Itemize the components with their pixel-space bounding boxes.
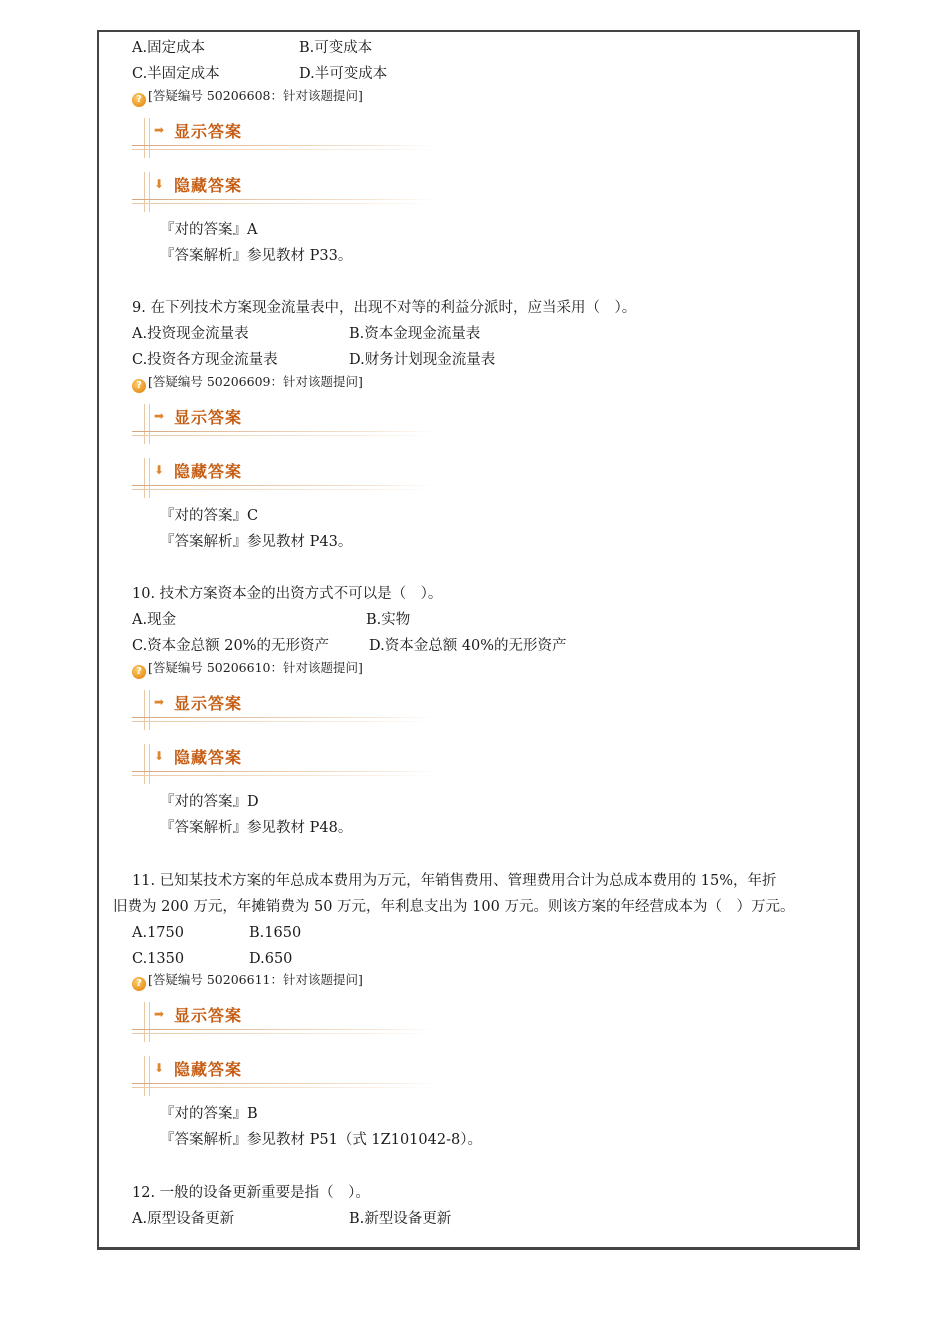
show-answer-label: 显示答案 bbox=[174, 122, 243, 141]
q10-analysis: 『答案解析』参见教材 P48。 bbox=[160, 820, 353, 836]
arrow-down-icon: ⬇ bbox=[154, 749, 165, 763]
q9-text: 9. 在下列技术方案现金流量表中，出现不对等的利益分派时，应当采用（ ）。 bbox=[132, 300, 637, 316]
arrow-right-icon: ➡ bbox=[154, 123, 165, 137]
q9-ask-link[interactable] bbox=[132, 374, 363, 393]
q9-answer: 『对的答案』C bbox=[160, 508, 259, 524]
q9-option-b: B.资本金现金流量表 bbox=[349, 326, 481, 342]
q8-answer: 『对的答案』A bbox=[160, 222, 258, 238]
question-icon: ? bbox=[132, 93, 146, 107]
q9-hide-answer-button[interactable] bbox=[132, 458, 442, 498]
q11-ask-text: [答疑编号 50206611：针对该题提问] bbox=[148, 972, 363, 987]
q10-hide-answer-button[interactable] bbox=[132, 744, 442, 784]
q8-option-b: B.可变成本 bbox=[299, 40, 373, 56]
arrow-down-icon: ⬇ bbox=[154, 463, 165, 477]
q8-ask-link[interactable] bbox=[132, 88, 363, 107]
q8-option-c: C.半固定成本 bbox=[132, 66, 220, 82]
q9-option-a: A.投资现金流量表 bbox=[132, 326, 249, 342]
q11-text-line1: 11. 已知某技术方案的年总成本费用为万元，年销售费用、管理费用合计为总成本费用的 15%，年折 bbox=[132, 873, 777, 889]
q9-option-c: C.投资各方现金流量表 bbox=[132, 352, 278, 368]
arrow-right-icon: ➡ bbox=[154, 1007, 165, 1021]
arrow-down-icon: ⬇ bbox=[154, 1061, 165, 1075]
q11-show-answer-button[interactable] bbox=[132, 1002, 442, 1042]
q11-ask-link[interactable] bbox=[132, 972, 363, 991]
hide-answer-label: 隐藏答案 bbox=[174, 176, 243, 195]
q9-show-answer-button[interactable] bbox=[132, 404, 442, 444]
q9-option-d: D.财务计划现金流量表 bbox=[349, 352, 496, 368]
q10-option-a: A.现金 bbox=[132, 612, 177, 628]
hide-answer-label: 隐藏答案 bbox=[174, 1060, 243, 1079]
show-answer-label: 显示答案 bbox=[174, 694, 243, 713]
q10-show-answer-button[interactable] bbox=[132, 690, 442, 730]
q9-analysis: 『答案解析』参见教材 P43。 bbox=[160, 534, 353, 550]
arrow-down-icon: ⬇ bbox=[154, 177, 165, 191]
arrow-right-icon: ➡ bbox=[154, 695, 165, 709]
question-icon: ? bbox=[132, 665, 146, 679]
q8-option-d: D.半可变成本 bbox=[299, 66, 388, 82]
q8-hide-answer-button[interactable] bbox=[132, 172, 442, 212]
q8-analysis: 『答案解析』参见教材 P33。 bbox=[160, 248, 353, 264]
hide-answer-label: 隐藏答案 bbox=[174, 748, 243, 767]
q8-show-answer-button[interactable] bbox=[132, 118, 442, 158]
q11-hide-answer-button[interactable] bbox=[132, 1056, 442, 1096]
q10-text: 10. 技术方案资本金的出资方式不可以是（ ）。 bbox=[132, 586, 443, 602]
show-answer-label: 显示答案 bbox=[174, 1006, 243, 1025]
q10-ask-link[interactable] bbox=[132, 660, 363, 679]
q8-option-a: A.固定成本 bbox=[132, 40, 206, 56]
q10-option-b: B.实物 bbox=[366, 612, 411, 628]
q12-option-a: A.原型设备更新 bbox=[132, 1211, 235, 1227]
q11-answer: 『对的答案』B bbox=[160, 1106, 258, 1122]
q10-option-c: C.资本金总额 20%的无形资产 bbox=[132, 638, 330, 654]
q11-option-b: B.1650 bbox=[249, 925, 302, 941]
q10-option-d: D.资本金总额 40%的无形资产 bbox=[369, 638, 567, 654]
show-answer-label: 显示答案 bbox=[174, 408, 243, 427]
q10-ask-text: [答疑编号 50206610：针对该题提问] bbox=[148, 660, 363, 675]
q11-option-d: D.650 bbox=[249, 951, 293, 967]
question-icon: ? bbox=[132, 977, 146, 991]
q12-text: 12. 一般的设备更新重要是指（ ）。 bbox=[132, 1185, 370, 1201]
question-icon: ? bbox=[132, 379, 146, 393]
arrow-right-icon: ➡ bbox=[154, 409, 165, 423]
q11-text-line2: 旧费为 200 万元，年摊销费为 50 万元，年利息支出为 100 万元。则该方案的年经营成本为（ ）万元。 bbox=[113, 899, 795, 915]
q9-ask-text: [答疑编号 50206609：针对该题提问] bbox=[148, 374, 363, 389]
hide-answer-label: 隐藏答案 bbox=[174, 462, 243, 481]
q10-answer: 『对的答案』D bbox=[160, 794, 259, 810]
q12-option-b: B.新型设备更新 bbox=[349, 1211, 452, 1227]
q11-option-a: A.1750 bbox=[132, 925, 184, 941]
q11-option-c: C.1350 bbox=[132, 951, 185, 967]
q8-ask-text: [答疑编号 50206608：针对该题提问] bbox=[148, 88, 363, 103]
q11-analysis: 『答案解析』参见教材 P51（式 1Z101042-8）。 bbox=[160, 1132, 482, 1148]
